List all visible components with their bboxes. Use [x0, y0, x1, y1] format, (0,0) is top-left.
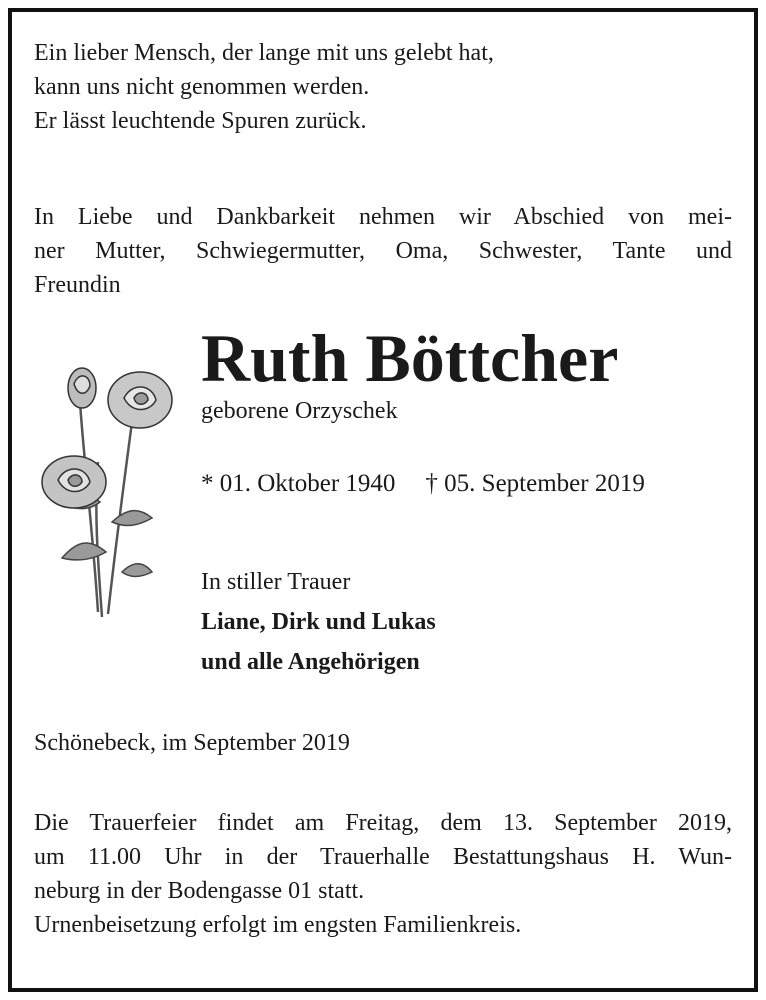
- service-line: Urnenbeisetzung erfolgt im engsten Familienkreis.: [34, 912, 522, 938]
- life-dates: [201, 470, 645, 498]
- poem-line: Ein lieber Mensch, der lange mit uns gelebt hat,: [34, 40, 494, 66]
- place-date-text: Schönebeck, im September 2019: [34, 730, 350, 756]
- mourners-block: [201, 562, 436, 682]
- service-line: Die Trauerfeier findet am Freitag, dem 13. September 2019,: [34, 810, 732, 836]
- intro-line: In Liebe und Dankbarkeit nehmen wir Abschied von mei-: [34, 204, 732, 230]
- service-line: um 11.00 Uhr in der Trauerhalle Bestattungshaus H. Wun-: [34, 844, 732, 870]
- deceased-name: Ruth Böttcher: [201, 320, 619, 396]
- maiden-name: geborene Orzyschek: [201, 398, 398, 424]
- poem-line: Er lässt leuchtende Spuren zurück.: [34, 108, 367, 134]
- intro-line: ner Mutter, Schwiegermutter, Oma, Schwester, Tante und: [34, 238, 732, 264]
- service-line: neburg in der Bodengasse 01 statt.: [34, 878, 365, 904]
- mourners-intro: In stiller Trauer: [201, 569, 351, 595]
- poem: [34, 36, 732, 138]
- mourners-names: Liane, Dirk und Lukas: [201, 609, 436, 635]
- service-paragraph: [34, 806, 732, 942]
- poem-line: kann uns nicht genommen werden.: [34, 74, 370, 100]
- intro-line: Freundin: [34, 272, 121, 298]
- place-date: [34, 726, 732, 760]
- intro-paragraph: [34, 200, 732, 302]
- roses-illustration-icon: [36, 362, 176, 622]
- mourners-others: und alle Angehörigen: [201, 649, 420, 675]
- death-date: † 05. September 2019: [425, 470, 645, 497]
- birth-date: * 01. Oktober 1940: [201, 470, 396, 497]
